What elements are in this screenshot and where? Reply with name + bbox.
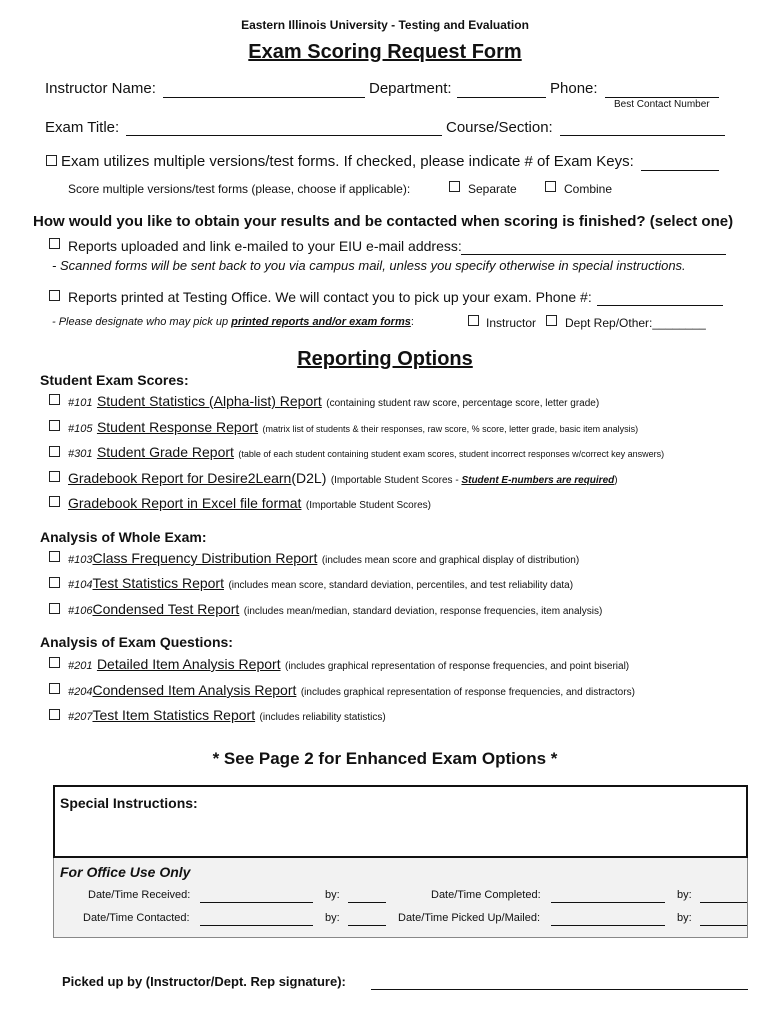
- enhanced-options-note: * See Page 2 for Enhanced Exam Options *: [212, 749, 558, 768]
- signature-field[interactable]: [371, 989, 748, 990]
- received-field[interactable]: [200, 902, 313, 903]
- combine-label: Combine: [564, 182, 613, 196]
- exam-questions-heading: Analysis of Exam Questions:: [40, 634, 233, 650]
- picked-up-field[interactable]: [551, 925, 665, 926]
- results-question: How would you like to obtain your results and be contacted when scoring is finished? (select one): [33, 213, 734, 230]
- special-instructions-label: Special Instructions:: [60, 795, 198, 811]
- picked-up-by-label: by:: [677, 912, 692, 924]
- pickup-note-link: printed reports and/or exam forms: [231, 316, 411, 328]
- report-abbr: (D2L): [291, 470, 327, 486]
- pickup-phone-field[interactable]: [597, 305, 723, 306]
- upload-option-checkbox[interactable]: [49, 238, 60, 249]
- multiple-versions-label: Exam utilizes multiple versions/test forms. If checked, please indicate # of Exam Keys:: [61, 153, 634, 170]
- report-desc: (includes reliability statistics): [259, 712, 386, 723]
- report-code: #105: [68, 423, 93, 435]
- report-name: Condensed Test Report: [92, 601, 240, 617]
- contacted-by-field[interactable]: [348, 925, 386, 926]
- report-excel: [68, 495, 431, 513]
- report-d2l: [68, 470, 618, 488]
- report-204-checkbox[interactable]: [49, 683, 60, 694]
- report-301: [68, 444, 664, 462]
- exam-title-field[interactable]: [126, 135, 442, 136]
- report-d2l-checkbox[interactable]: [49, 471, 60, 482]
- report-desc: (includes mean score, standard deviation, percentiles, and test reliability data): [228, 580, 574, 591]
- office-use-title: For Office Use Only: [60, 864, 191, 880]
- picked-up-by-field[interactable]: [700, 925, 747, 926]
- pickup-note-colon: :: [410, 316, 414, 328]
- report-code: #207: [68, 711, 93, 723]
- report-105: [68, 419, 638, 437]
- dept-rep-checkbox[interactable]: [546, 315, 557, 326]
- course-section-field[interactable]: [560, 135, 725, 136]
- report-106: [68, 601, 602, 619]
- report-desc: (Importable Student Scores -: [330, 475, 462, 486]
- email-field[interactable]: [461, 254, 726, 255]
- report-desc: (includes mean score and graphical display of distribution): [321, 555, 580, 566]
- separate-label: Separate: [468, 182, 517, 196]
- report-103-checkbox[interactable]: [49, 551, 60, 562]
- report-desc: (includes mean/median, standard deviation, response frequencies, item analysis): [243, 606, 603, 617]
- university-header: Eastern Illinois University - Testing and Evaluation: [241, 18, 529, 32]
- report-desc-close: ): [614, 475, 618, 486]
- report-101-checkbox[interactable]: [49, 394, 60, 405]
- report-name: Test Statistics Report: [92, 575, 224, 591]
- upload-note: - Scanned forms will be sent back to you via campus mail, unless you specify otherwise in special instructions.: [52, 258, 686, 273]
- report-204: [68, 682, 635, 700]
- report-301-checkbox[interactable]: [49, 446, 60, 457]
- print-option-label: Reports printed at Testing Office. We will contact you to pick up your exam. Phone #:: [68, 289, 592, 305]
- whole-exam-heading: Analysis of Whole Exam:: [40, 529, 207, 545]
- report-code: #103: [68, 554, 93, 566]
- report-101: [68, 393, 599, 411]
- separate-checkbox[interactable]: [449, 181, 460, 192]
- completed-by-field[interactable]: [700, 902, 747, 903]
- combine-checkbox[interactable]: [545, 181, 556, 192]
- print-option-checkbox[interactable]: [49, 290, 60, 301]
- completed-by-label: by:: [677, 889, 692, 901]
- report-201-checkbox[interactable]: [49, 657, 60, 668]
- report-103: [68, 550, 579, 568]
- page-title: Exam Scoring Request Form: [248, 41, 522, 63]
- best-contact-note: Best Contact Number: [614, 99, 710, 110]
- report-code: #104: [68, 579, 93, 591]
- report-code: #201: [68, 660, 93, 672]
- report-excel-checkbox[interactable]: [49, 496, 60, 507]
- received-label: Date/Time Received:: [88, 889, 191, 901]
- exam-title-label: Exam Title:: [45, 119, 120, 136]
- instructor-label: Instructor: [486, 316, 537, 330]
- received-by-field[interactable]: [348, 902, 386, 903]
- pickup-note-prefix: - Please designate who may pick up: [52, 316, 232, 328]
- received-by-label: by:: [325, 889, 340, 901]
- department-label: Department:: [369, 80, 452, 97]
- course-section-label: Course/Section:: [446, 119, 553, 136]
- department-field[interactable]: [457, 97, 546, 98]
- report-desc: (table of each student containing student exam scores, student incorrect responses w/correct key answers): [238, 449, 665, 459]
- report-code: #106: [68, 605, 93, 617]
- report-desc: (includes graphical representation of response frequencies, and distractors): [300, 687, 635, 698]
- contacted-field[interactable]: [200, 925, 313, 926]
- instructor-name-field[interactable]: [163, 97, 365, 98]
- report-201: [68, 656, 629, 674]
- report-104: [68, 575, 573, 593]
- report-207-checkbox[interactable]: [49, 709, 60, 720]
- report-207: [68, 707, 386, 725]
- report-code: #101: [68, 397, 93, 409]
- report-104-checkbox[interactable]: [49, 577, 60, 588]
- student-scores-heading: Student Exam Scores:: [40, 372, 189, 388]
- instructor-name-label: Instructor Name:: [45, 80, 156, 97]
- contacted-label: Date/Time Contacted:: [83, 912, 190, 924]
- report-code: #204: [68, 686, 93, 698]
- completed-field[interactable]: [551, 902, 665, 903]
- report-name: Condensed Item Analysis Report: [92, 682, 297, 698]
- report-desc: (matrix list of students & their responses, raw score, % score, letter grade, basic item analysis): [262, 424, 639, 434]
- report-name: Student Statistics (Alpha-list) Report: [96, 393, 322, 409]
- report-name: Test Item Statistics Report: [92, 707, 256, 723]
- multiple-versions-checkbox[interactable]: [46, 155, 57, 166]
- score-versions-label: Score multiple versions/test forms (please, choose if applicable):: [68, 182, 411, 196]
- report-105-checkbox[interactable]: [49, 420, 60, 431]
- phone-label: Phone:: [550, 80, 598, 97]
- report-name: Student Response Report: [96, 419, 259, 435]
- e-numbers-required: Student E-numbers are required: [461, 475, 615, 486]
- report-name: Student Grade Report: [96, 444, 234, 460]
- report-name: Gradebook Report in Excel file format: [68, 495, 302, 511]
- dept-rep-label: Dept Rep/Other:________: [565, 316, 706, 330]
- report-name: Detailed Item Analysis Report: [96, 656, 281, 672]
- completed-label: Date/Time Completed:: [431, 889, 541, 901]
- picked-up-label: Date/Time Picked Up/Mailed:: [398, 912, 541, 924]
- report-106-checkbox[interactable]: [49, 603, 60, 614]
- report-desc: (includes graphical representation of response frequencies, and point biserial): [285, 661, 630, 672]
- exam-keys-field[interactable]: [641, 170, 719, 171]
- report-desc: (Importable Student Scores): [305, 500, 431, 511]
- report-name: Class Frequency Distribution Report: [92, 550, 318, 566]
- instructor-checkbox[interactable]: [468, 315, 479, 326]
- report-desc: (containing student raw score, percentage score, letter grade): [326, 398, 600, 409]
- reporting-options-title: Reporting Options: [297, 348, 473, 370]
- report-code: #301: [68, 448, 93, 460]
- signature-label: Picked up by (Instructor/Dept. Rep signature):: [62, 974, 346, 989]
- contacted-by-label: by:: [325, 912, 340, 924]
- pickup-note: [52, 316, 414, 328]
- upload-option-label: Reports uploaded and link e-mailed to your EIU e-mail address:: [68, 238, 462, 254]
- phone-field[interactable]: [605, 97, 719, 98]
- report-name: Gradebook Report for Desire2Learn: [68, 470, 292, 486]
